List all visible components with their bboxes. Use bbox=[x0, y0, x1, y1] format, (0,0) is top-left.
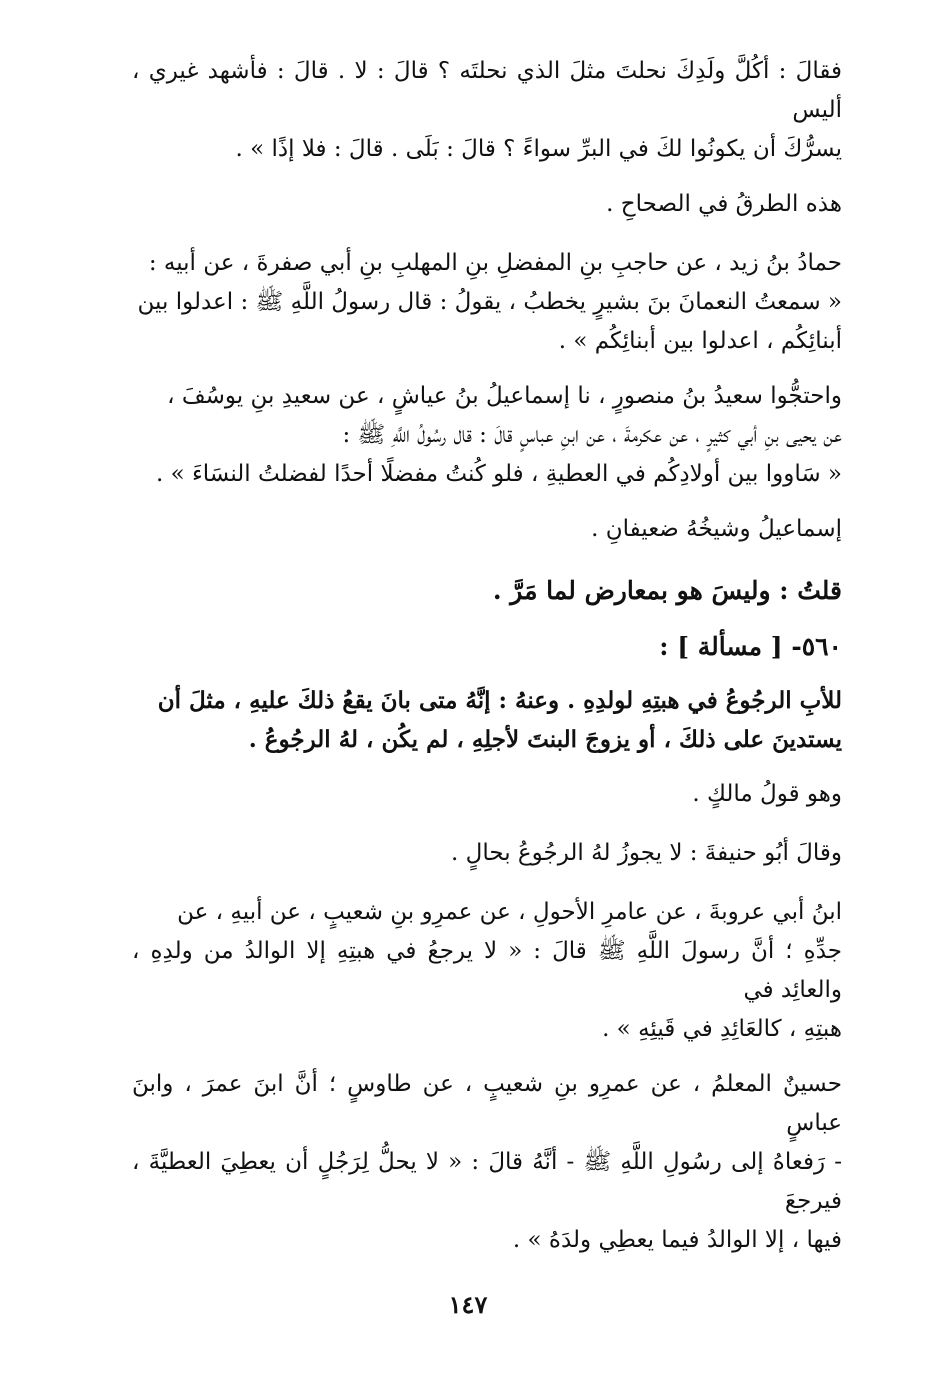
text-line: يسرُّكَ أن يكونُوا لكَ في البرِّ سواءً ؟ قالَ : بَلَى . قالَ : فلا إذًا » . bbox=[235, 136, 842, 162]
text-line: وقالَ أبُو حنيفةَ : لا يجوزُ لهُ الرجُوعُ بحالٍ . bbox=[451, 840, 842, 866]
page-number: ١٤٧ bbox=[448, 1290, 488, 1319]
text-line: « سَاووا بين أولادِكُم في العطيةِ ، فلو كُنتُ مفضلًا أحدًا لفضلتُ النسَاءَ » . bbox=[155, 461, 842, 487]
text-line: وهو قولُ مالكٍ . bbox=[692, 781, 842, 807]
text-line: ابنُ أبي عروبةَ ، عن عامرِ الأحولِ ، عن عمرِو بنِ شعيبٍ ، عن أبيهِ ، عن bbox=[177, 899, 842, 925]
paragraph-malik-opinion bbox=[132, 775, 842, 814]
paragraph-hammad-narration bbox=[132, 244, 842, 361]
text-line: فيها ، إلا الوالدُ فيما يعطِي ولدَهُ » . bbox=[512, 1227, 842, 1253]
paragraph-said-narration bbox=[132, 377, 842, 494]
text-line: أبنائِكُم ، اعدلوا بين أبنائِكُم » . bbox=[558, 328, 842, 354]
issue-statement bbox=[132, 681, 842, 759]
paragraph-ibn-abi-aruba-narration bbox=[132, 893, 842, 1049]
text-line: قلتُ : وليسَ هو بمعارض لما مَرَّ . bbox=[492, 576, 842, 605]
text-line: - رَفعاهُ إلى رسُولِ اللَّهِ ﷺ - أنَّهُ قالَ : « لا يحلُّ لِرَجُلٍ أن يعطِيَ العطيَّةَ ، فيرجعَ bbox=[132, 1149, 842, 1214]
text-line: واحتجُّوا سعيدُ بنُ منصورٍ ، نا إسماعيلُ بنُ عياشٍ ، عن سعيدِ بنِ يوسُفَ ، bbox=[167, 383, 842, 409]
text-line: يستدينَ على ذلكَ ، أو يزوجَ البنتَ لأجلِهِ ، لم يكُن ، لهُ الرجُوعُ . bbox=[248, 726, 842, 753]
text-line: جدِّهِ ؛ أنَّ رسولَ اللَّهِ ﷺ قالَ : « لا يرجعُ في هبتِهِ إلا الوالدُ من ولدِهِ ، والعائِد في bbox=[132, 938, 842, 1003]
text-line: فقالَ : أكُلَّ ولَدِكَ نحلتَ مثلَ الذي نحلتَه ؟ قالَ : لا . قالَ : فأشهد غيري ، أليس bbox=[132, 58, 842, 123]
text-line: هبتِهِ ، كالعَائِدِ في قَيئِهِ » . bbox=[602, 1016, 842, 1042]
paragraph-hadith-continuation bbox=[132, 52, 842, 169]
paragraph-weak-narrators bbox=[132, 510, 842, 549]
paragraph-husain-narration bbox=[132, 1065, 842, 1260]
text-line: إسماعيلُ وشيخُهُ ضعيفانِ . bbox=[591, 516, 842, 542]
text-line: هذه الطرقُ في الصحاحِ . bbox=[606, 191, 842, 217]
paragraph-abu-hanifa-opinion bbox=[132, 834, 842, 873]
text-line: حسينٌ المعلمُ ، عن عمرِو بنِ شعيبٍ ، عن طاوسٍ ؛ أنَّ ابنَ عمرَ ، وابنَ عباسٍ bbox=[132, 1071, 842, 1136]
issue-number-title: ٥٦٠- [ مسألة ] : bbox=[659, 632, 842, 661]
text-line: للأبِ الرجُوعُ في هبتِهِ لولدِهِ . وعنهُ : إنَّهُ متى بانَ يقعُ ذلكَ عليهِ ، مثلَ أن bbox=[157, 687, 842, 714]
text-line: حمادُ بنُ زيد ، عن حاجبِ بنِ المفضلِ بنِ المهلبِ بنِ أبي صفرةَ ، عن أبيه : bbox=[148, 250, 842, 276]
issue-heading bbox=[132, 625, 842, 669]
text-line: عن يحيى بنِ أبي كثيرٍ ، عن عكرمةَ ، عن ابنِ عباسٍ قالَ : قال رسُولُ اللَّهِ ﷺ : bbox=[342, 422, 842, 448]
paragraph-sahih-note bbox=[132, 185, 842, 224]
author-comment bbox=[132, 569, 842, 613]
text-line: « سمعتُ النعمانَ بنَ بشيرٍ يخطبُ ، يقولُ : قال رسولُ اللَّهِ ﷺ : اعدلوا بين bbox=[137, 289, 842, 315]
